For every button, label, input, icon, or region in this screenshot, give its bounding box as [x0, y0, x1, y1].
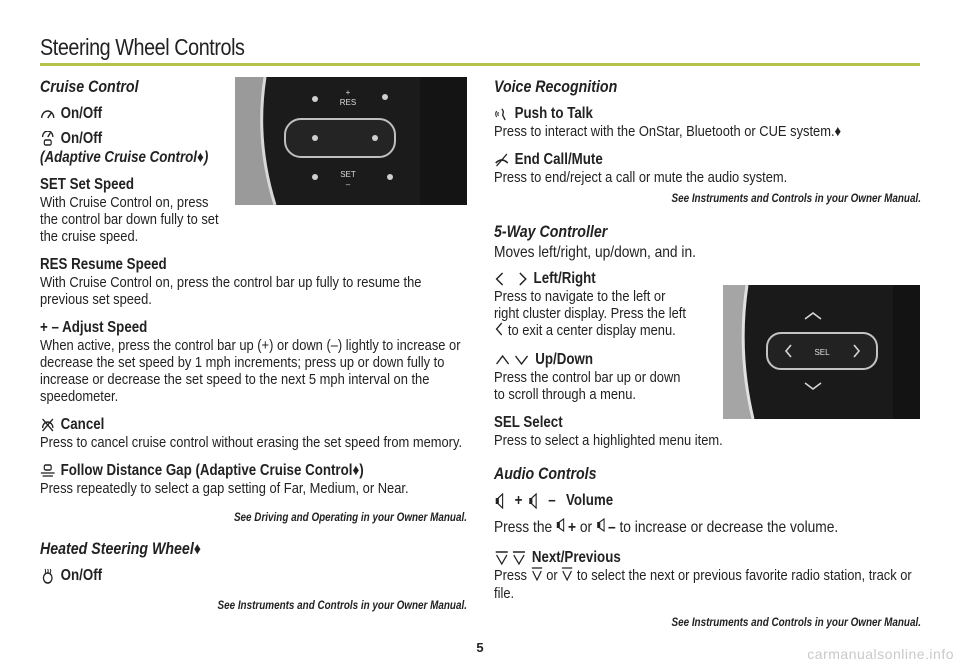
adaptive-cruise-sub: (Adaptive Cruise Control♦) — [40, 149, 209, 166]
next-prev-title: Next/Previous — [494, 548, 921, 567]
ptt-title: Push to Talk — [494, 104, 921, 123]
heated-onoff: On/Off — [40, 566, 467, 585]
watermark: carmanualsonline.info — [807, 646, 954, 662]
volume-up-icon — [494, 493, 509, 509]
volume-title: + – Volume — [494, 491, 921, 510]
left-chevron-icon — [494, 322, 504, 340]
up-down-chevrons-icon — [494, 352, 530, 368]
photo-plus-label: + — [345, 88, 351, 97]
heated-heading: Heated Steering Wheel♦ — [40, 540, 202, 558]
cruise-controls-photo — [235, 77, 467, 205]
end-call-title: End Call/Mute — [494, 150, 921, 169]
voice-reference: See Instruments and Controls in your Owner Manual. — [671, 193, 921, 205]
next-prev-text: Press or to select the next or previous favorite radio station, track or file. — [494, 567, 912, 603]
end-call-text: Press to end/reject a call or mute the audio system. — [494, 169, 788, 186]
cancel-text: Press to cancel cruise control without erasing the set speed from memory. — [40, 434, 463, 451]
adaptive-cruise-icon — [40, 131, 55, 147]
next-inline-icon — [531, 567, 543, 585]
ptt-text: Press to interact with the OnStar, Bluetooth or CUE system.♦ — [494, 123, 842, 140]
volume-up-inline-icon — [556, 518, 568, 538]
set-speed-title: SET Set Speed — [40, 176, 135, 193]
volume-down-icon — [528, 493, 543, 509]
page-number: 5 — [476, 640, 484, 655]
end-call-icon — [494, 152, 509, 168]
five-way-heading: 5-Way Controller — [494, 223, 608, 241]
resume-text: With Cruise Control on, press the control bar up fully to resume the previous set speed. — [40, 274, 422, 308]
cancel-title: Cancel — [40, 415, 467, 434]
five-way-intro: Moves left/right, up/down, and in. — [494, 244, 696, 261]
gap-text: Press repeatedly to select a gap setting of Far, Medium, or Near. — [40, 480, 409, 497]
photo-minus-label: – — [345, 180, 351, 189]
cruise-heading: Cruise Control — [40, 78, 139, 96]
audio-controls-photo — [723, 285, 920, 419]
left-right-text: Press to navigate to the left or right cluster display. Press the left to exit a center display menu. — [494, 288, 686, 339]
adjust-text: When active, press the control bar up (+) or down (–) lightly to increase or decrease the set speed by 1 mph increments; press up or down fully to increase or decrease the set speed to the next 5 mph interval on the speedometer. — [40, 337, 461, 405]
select-title: SEL Select — [494, 414, 563, 432]
previous-inline-icon — [561, 567, 573, 585]
push-to-talk-icon — [494, 106, 509, 122]
audio-heading: Audio Controls — [494, 465, 597, 484]
heated-wheel-icon — [40, 568, 55, 584]
up-down-text: Press the control bar up or down to scroll through a menu. — [494, 369, 681, 404]
volume-down-inline-icon — [596, 518, 608, 538]
photo-res-label: RES — [339, 98, 357, 107]
left-right-title: Left/Right — [494, 269, 921, 288]
adjust-title: + – Adjust Speed — [40, 319, 148, 336]
resume-title: RES Resume Speed — [40, 256, 167, 273]
next-prev-icon — [494, 550, 527, 566]
follow-distance-icon — [40, 463, 55, 479]
photo-sel-label: SEL — [814, 348, 830, 357]
page-title: Steering Wheel Controls — [40, 34, 245, 60]
cruise-speedometer-icon — [40, 106, 55, 122]
cruise-onoff: On/Off — [40, 104, 467, 123]
adaptive-cruise-onoff: On/Off — [40, 129, 467, 148]
gap-title: Follow Distance Gap (Adaptive Cruise Control♦) — [40, 461, 467, 480]
voice-heading: Voice Recognition — [494, 78, 618, 96]
cancel-cruise-icon — [40, 417, 55, 433]
audio-reference: See Instruments and Controls in your Owner Manual. — [671, 617, 921, 630]
photo-set-label: SET — [340, 170, 356, 179]
driving-reference: See Driving and Operating in your Owner Manual. — [233, 512, 467, 524]
left-right-arrows-icon — [494, 271, 528, 287]
set-speed-text: With Cruise Control on, press the control bar down fully to set the cruise speed. — [40, 194, 219, 245]
volume-text: Press the + or – to increase or decrease the volume. — [494, 519, 839, 537]
heated-reference: See Instruments and Controls in your Owner Manual. — [217, 600, 467, 612]
select-text: Press to select a highlighted menu item. — [494, 432, 723, 450]
up-down-title: Up/Down — [494, 350, 921, 369]
title-rule — [40, 63, 920, 66]
